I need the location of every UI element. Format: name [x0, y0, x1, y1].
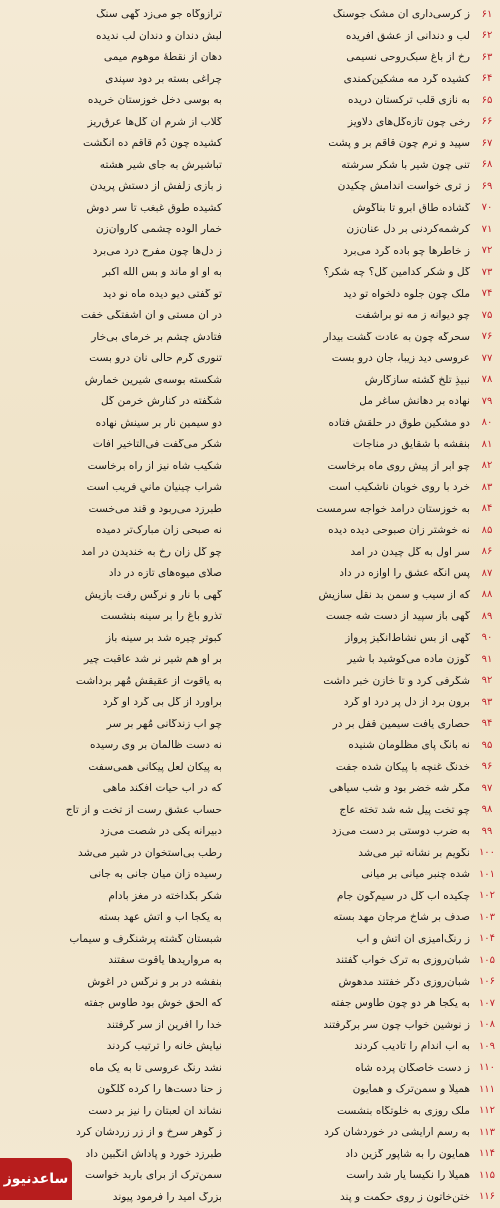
verse-first-hemistich: ز رنگ‌آمیزی آن آتش و آب: [262, 934, 474, 945]
verse-row: [0, 606, 500, 628]
verse-first-hemistich: ملک روزی به خلوتگاه بنشست: [262, 1106, 474, 1117]
verse-number: ۹۱: [474, 655, 500, 665]
verse-second-hemistich: به پیکان لعل پیکانی همی‌سفت: [22, 762, 222, 773]
verse-number: ۱۰۳: [474, 913, 500, 923]
verse-first-hemistich: گهی باز سپید از دست شه جست: [262, 611, 474, 622]
verse-second-hemistich: به او او ماند و بس الله اکبر: [22, 267, 222, 278]
verse-second-hemistich: شبستان گشته پرشنگرف و سیماب: [22, 934, 222, 945]
verse-first-hemistich: به نازی قلب ترکستان دریده: [262, 95, 474, 106]
verse-first-hemistich: ز تری خواست اندامش چکیدن: [262, 181, 474, 192]
verse-row: [0, 112, 500, 134]
verse-number: ۱۱۴: [474, 1149, 500, 1159]
verse-first-hemistich: شبان‌روزی دگر خفتند مدهوش: [262, 977, 474, 988]
verse-second-hemistich: رسیده زان میان جانی به جانی: [22, 869, 222, 880]
verse-second-hemistich: شکر می‌گفت فی‌التاخیر آفات: [22, 439, 222, 450]
verse-number: ۸۴: [474, 504, 500, 514]
verse-row: [0, 563, 500, 585]
verse-row: [0, 370, 500, 392]
verse-number: ۶۹: [474, 182, 500, 192]
verse-second-hemistich: طبرزد می‌ربود و قند می‌خست: [22, 504, 222, 515]
verse-row: [0, 219, 500, 241]
verse-number: ۷۹: [474, 397, 500, 407]
verse-number: ۸۵: [474, 526, 500, 536]
verse-first-hemistich: سپید و نرم چون قاقم بر و پشت: [262, 138, 474, 149]
verse-first-hemistich: خرد با روی خوبان ناشکیب است: [262, 482, 474, 493]
verse-second-hemistich: شکیب شاه نیز از راه برخاست: [22, 461, 222, 472]
verse-first-hemistich: پس آنگه عشق را آوازه در داد: [262, 568, 474, 579]
verse-first-hemistich: سر اول به گل چیدن در آمد: [262, 547, 474, 558]
verse-second-hemistich: بزرگ امید را فرمود پیوند: [22, 1192, 222, 1203]
verse-row: [0, 284, 500, 306]
verse-row: [0, 1015, 500, 1037]
verse-second-hemistich: خمار آلوده چشمی کاروان‌زن: [22, 224, 222, 235]
verse-number: ۸۳: [474, 483, 500, 493]
verse-second-hemistich: نه صبحی زان مبارک‌تر دمیده: [22, 525, 222, 536]
verse-second-hemistich: در آن مستی و آن آشفتگی خفت: [22, 310, 222, 321]
verse-second-hemistich: کشیده چون دُم قاقم ده انگشت: [22, 138, 222, 149]
verse-row: [0, 628, 500, 650]
verse-row: [0, 1144, 500, 1166]
verse-first-hemistich: مگر شه خضر بود و شب سیاهی: [262, 783, 474, 794]
verse-number: ۱۰۷: [474, 999, 500, 1009]
verse-second-hemistich: لبش دندان و دندان لب ندیده: [22, 31, 222, 42]
verse-number: ۶۸: [474, 160, 500, 170]
verse-row: [0, 520, 500, 542]
verse-second-hemistich: دبیرانه یکی در شصت می‌زد: [22, 826, 222, 837]
verse-number: ۸۸: [474, 590, 500, 600]
verse-first-hemistich: همیلا را نکیسا یار شد راست: [262, 1170, 474, 1181]
verse-second-hemistich: تباشیرش به جای شیر هشته: [22, 160, 222, 171]
verse-second-hemistich: شراب چینیان مانیِ فریب است: [22, 482, 222, 493]
verse-number: ۱۰۲: [474, 891, 500, 901]
verse-second-hemistich: بر او هم شیر نر شد عاقبت چیر: [22, 654, 222, 665]
verse-first-hemistich: چو دیوانه ز مه نو برآشفت: [262, 310, 474, 321]
verse-second-hemistich: گهی با نار و نرگس رفت بازیش: [22, 590, 222, 601]
verse-row: [0, 413, 500, 435]
verse-number: ۷۷: [474, 354, 500, 364]
verse-second-hemistich: بنفشه در بر و نرگس در آغوش: [22, 977, 222, 988]
verse-row: [0, 1101, 500, 1123]
verse-row: [0, 542, 500, 564]
verse-row: [0, 1036, 500, 1058]
verse-first-hemistich: کرشمه‌کردنی بر دل عنان‌زن: [262, 224, 474, 235]
verse-row: [0, 499, 500, 521]
verse-second-hemistich: صلای میوه‌های تازه در داد: [22, 568, 222, 579]
verse-first-hemistich: کشیده گرد مه مشکین‌کمندی: [262, 74, 474, 85]
verse-second-hemistich: ز گوهر سرخ و از زر زردشان کرد: [22, 1127, 222, 1138]
verse-second-hemistich: طبرزد خورد و پاداش انگبین داد: [22, 1149, 222, 1160]
verse-row: [0, 993, 500, 1015]
verse-row: [0, 348, 500, 370]
verse-row: [0, 327, 500, 349]
verse-number: ۷۶: [474, 332, 500, 342]
verse-row: [0, 1058, 500, 1080]
verse-number: ۶۱: [474, 10, 500, 20]
verse-number: ۷۰: [474, 203, 500, 213]
verse-row: [0, 198, 500, 220]
verse-number: ۷۴: [474, 289, 500, 299]
verse-second-hemistich: که در آب حیات افکند ماهی: [22, 783, 222, 794]
verse-second-hemistich: شکسته بوسه‌ی شیرین خمارش: [22, 375, 222, 386]
verse-second-hemistich: کبوتر چیره شد بر سینه باز: [22, 633, 222, 644]
verse-second-hemistich: چو آب زندگانی مُهر بر سر: [22, 719, 222, 730]
verse-row: [0, 778, 500, 800]
verse-row: [0, 950, 500, 972]
verse-row: [0, 649, 500, 671]
verse-second-hemistich: شکر بگداخته در مغز بادام: [22, 891, 222, 902]
verse-first-hemistich: به یکجا هر دو چون طاوس جفته: [262, 998, 474, 1009]
verse-second-hemistich: دو سیمین نار بر سینش نهاده: [22, 418, 222, 429]
verse-row: [0, 757, 500, 779]
verse-second-hemistich: دهان از نقطهٔ موهوم میمی: [22, 52, 222, 63]
verse-second-hemistich: کشیده طوق غبغب تا سر دوش: [22, 203, 222, 214]
verse-row: [0, 155, 500, 177]
verse-first-hemistich: همایون را به شاپور گزین داد: [262, 1149, 474, 1160]
verse-first-hemistich: سحرگه چون به عادت گشت بیدار: [262, 332, 474, 343]
verse-row: [0, 1165, 500, 1187]
verse-number: ۱۰۰: [474, 848, 500, 858]
verse-first-hemistich: نبیذِ تلخ گشته سازگارش: [262, 375, 474, 386]
verse-row: [0, 26, 500, 48]
verse-first-hemistich: به آب اندام را تادیب کردند: [262, 1041, 474, 1052]
verse-number: ۱۱۳: [474, 1128, 500, 1138]
verse-number: ۹۴: [474, 719, 500, 729]
verse-second-hemistich: ز بازی زلفش از دستش پریدن: [22, 181, 222, 192]
verse-first-hemistich: شبان‌روزی به ترک خواب گفتند: [262, 955, 474, 966]
verse-second-hemistich: تو گفتی دیو دیده ماه نو دید: [22, 289, 222, 300]
verse-number: ۶۴: [474, 74, 500, 84]
verse-number: ۷۵: [474, 311, 500, 321]
verse-first-hemistich: شده چنبر میانی بر میانی: [262, 869, 474, 880]
verse-row: [0, 800, 500, 822]
verse-row: [0, 585, 500, 607]
verse-number: ۸۰: [474, 418, 500, 428]
verse-second-hemistich: رطب بی‌استخوان در شیر می‌شد: [22, 848, 222, 859]
verse-number: ۱۱۶: [474, 1192, 500, 1202]
verse-row: [0, 1187, 500, 1208]
verse-number: ۱۱۱: [474, 1085, 500, 1095]
verse-first-hemistich: ز دست خاصگان پرده شاه: [262, 1063, 474, 1074]
verse-first-hemistich: به رسم آرایشی در خوردشان کرد: [262, 1127, 474, 1138]
verse-row: [0, 907, 500, 929]
verse-first-hemistich: به خوزستان درآمد خواجه سرمست: [262, 504, 474, 515]
verse-second-hemistich: برآورد از گل بی گرد او گرد: [22, 697, 222, 708]
verse-row: [0, 821, 500, 843]
verse-first-hemistich: برون برد از دل پر درد او گرد: [262, 697, 474, 708]
verse-number: ۱۱۵: [474, 1171, 500, 1181]
verse-row: [0, 434, 500, 456]
verse-number: ۸۲: [474, 461, 500, 471]
verse-number: ۸۱: [474, 440, 500, 450]
verse-row: [0, 456, 500, 478]
verse-row: [0, 864, 500, 886]
verse-first-hemistich: همیلا و سمن‌ترک و همایون: [262, 1084, 474, 1095]
verse-number: ۸۷: [474, 569, 500, 579]
verse-first-hemistich: ز نوشین خواب چون سر برگرفتند: [262, 1020, 474, 1031]
verse-number: ۱۱۰: [474, 1063, 500, 1073]
verse-first-hemistich: چو تخت پیل شه شد تخته عاج: [262, 805, 474, 816]
verse-row: [0, 714, 500, 736]
verse-row: [0, 843, 500, 865]
verse-second-hemistich: خدا را آفرین از سر گرفتند: [22, 1020, 222, 1031]
verse-number: ۱۰۹: [474, 1042, 500, 1052]
verse-number: ۱۰۵: [474, 956, 500, 966]
verse-number: ۹۳: [474, 698, 500, 708]
verse-row: [0, 692, 500, 714]
verse-row: [0, 929, 500, 951]
verse-second-hemistich: نشاند آن لعبتان را نیز بر دست: [22, 1106, 222, 1117]
verse-first-hemistich: گوزن ماده می‌کوشید با شیر: [262, 654, 474, 665]
verse-second-hemistich: ترازوگاه جو می‌زد گهی سنگ: [22, 9, 222, 20]
verse-number: ۸۹: [474, 612, 500, 622]
verse-first-hemistich: نه خوشتر زان صبوحی دیده دیده: [262, 525, 474, 536]
verse-number: ۹۷: [474, 784, 500, 794]
verse-second-hemistich: ز حنا دست‌ها را کرده گلگون: [22, 1084, 222, 1095]
verse-first-hemistich: حصاری یافت سیمین قفل بر در: [262, 719, 474, 730]
verse-first-hemistich: گهی از بس نشاط‌انگیز پرواز: [262, 633, 474, 644]
verse-row: [0, 735, 500, 757]
verse-number: ۱۰۱: [474, 870, 500, 880]
verse-second-hemistich: نشد رنگ عروسی تا به یک ماه: [22, 1063, 222, 1074]
verse-first-hemistich: ختن‌خاتون ز روی حکمت و پند: [262, 1192, 474, 1203]
verse-first-hemistich: رخ از باغ سبک‌روحی نسیمی: [262, 52, 474, 63]
verse-row: [0, 477, 500, 499]
verse-number: ۶۳: [474, 53, 500, 63]
verse-first-hemistich: صدف بر شاخ مرجان مهد بسته: [262, 912, 474, 923]
verse-second-hemistich: فتادش چشم بر خرمای بی‌خار: [22, 332, 222, 343]
verse-first-hemistich: رخی چون تازه‌گل‌های دلاویز: [262, 117, 474, 128]
verse-second-hemistich: گلاب از شرم آن گل‌ها عرق‌ریز: [22, 117, 222, 128]
verse-first-hemistich: لب و دندانی از عشق آفریده: [262, 31, 474, 42]
verse-second-hemistich: که الحق خوش بود طاوس جفته: [22, 998, 222, 1009]
verse-number: ۷۱: [474, 225, 500, 235]
verse-first-hemistich: نهاده بر دهانش ساغر مل: [262, 396, 474, 407]
verse-number: ۶۵: [474, 96, 500, 106]
verse-number: ۶۲: [474, 31, 500, 41]
verse-number: ۹۵: [474, 741, 500, 751]
verse-second-hemistich: ز دل‌ها چون مفرح درد می‌برد: [22, 246, 222, 257]
verse-row: [0, 886, 500, 908]
verse-row: [0, 90, 500, 112]
verse-number: ۹۹: [474, 827, 500, 837]
verse-row: [0, 47, 500, 69]
verse-row: [0, 262, 500, 284]
verse-first-hemistich: تنی چون شیر با شکر سرشته: [262, 160, 474, 171]
verse-first-hemistich: نه بانگ پای مظلومان شنیده: [262, 740, 474, 751]
verse-first-hemistich: شگرفی کرد و تا خازن خبر داشت: [262, 676, 474, 687]
verse-first-hemistich: گل و شکر کدامین گل؟ چه شکر؟: [262, 267, 474, 278]
verse-row: [0, 1079, 500, 1101]
verse-second-hemistich: شگفته در کنارش خرمن گل: [22, 396, 222, 407]
verse-first-hemistich: به ضرب دوستی بر دست می‌زد: [262, 826, 474, 837]
verse-number: ۹۲: [474, 676, 500, 686]
verse-first-hemistich: عروسی دید زیبا، جان درو بست: [262, 353, 474, 364]
verse-second-hemistich: تذرو باغ را بر سینه بنشست: [22, 611, 222, 622]
verse-first-hemistich: چکیده آب گل در سیم‌گون جام: [262, 891, 474, 902]
verse-number: ۱۰۴: [474, 934, 500, 944]
verse-second-hemistich: چراغی بسته بر دود سپندی: [22, 74, 222, 85]
verse-number: ۱۱۲: [474, 1106, 500, 1116]
verse-second-hemistich: به یاقوت از عقیقش مُهر برداشت: [22, 676, 222, 687]
verse-second-hemistich: حساب عشق رست از تخت و از تاج: [22, 805, 222, 816]
verse-row: [0, 391, 500, 413]
verse-row: [0, 133, 500, 155]
verse-row: [0, 972, 500, 994]
verse-first-hemistich: بنفشه با شقایق در مناجات: [262, 439, 474, 450]
verse-second-hemistich: به مرواریدها یاقوت سفتند: [22, 955, 222, 966]
verse-second-hemistich: چو گل زان رخ به خندیدن در آمد: [22, 547, 222, 558]
verse-first-hemistich: ز کرسی‌داری آن مشک جوسنگ: [262, 9, 474, 20]
verse-second-hemistich: نیایش خانه را ترتیب کردند: [22, 1041, 222, 1052]
verse-number: ۱۰۶: [474, 977, 500, 987]
verse-first-hemistich: چو ابر از پیش روی ماه برخاست: [262, 461, 474, 472]
verse-row: [0, 1122, 500, 1144]
verse-row: [0, 69, 500, 91]
verse-second-hemistich: سمن‌ترک از برای باربد خواست: [22, 1170, 222, 1181]
verse-second-hemistich: به بوسی دخل خوزستان خریده: [22, 95, 222, 106]
verse-number: ۷۲: [474, 246, 500, 256]
verse-number: ۶۶: [474, 117, 500, 127]
verse-row: [0, 305, 500, 327]
verse-first-hemistich: نگویم بر نشانه تیر می‌شد: [262, 848, 474, 859]
verse-number: ۹۰: [474, 633, 500, 643]
site-logo[interactable]: ساعدنیوز: [0, 1158, 72, 1200]
verse-row: [0, 4, 500, 26]
verse-number: ۷۸: [474, 375, 500, 385]
verse-second-hemistich: به یکجا آب و آتش عهد بسته: [22, 912, 222, 923]
verse-first-hemistich: دو مشکین طوق در حلقش فتاده: [262, 418, 474, 429]
verse-row: [0, 671, 500, 693]
verse-number: ۹۸: [474, 805, 500, 815]
verse-first-hemistich: گشاده طاق ابرو تا بناگوش: [262, 203, 474, 214]
verse-second-hemistich: تنوری گرم حالی نان درو بست: [22, 353, 222, 364]
verse-number: ۶۷: [474, 139, 500, 149]
verse-second-hemistich: نه دست ظالمان بر وی رسیده: [22, 740, 222, 751]
verse-first-hemistich: ملک چون جلوه دلخواه تو دید: [262, 289, 474, 300]
verse-row: [0, 241, 500, 263]
verse-first-hemistich: ز خاطرها چو باده گرد می‌برد: [262, 246, 474, 257]
verse-first-hemistich: خدنگ غنچه با پیکان شده جفت: [262, 762, 474, 773]
verse-number: ۱۰۸: [474, 1020, 500, 1030]
verse-row: [0, 176, 500, 198]
verse-number: ۸۶: [474, 547, 500, 557]
verse-number: ۷۳: [474, 268, 500, 278]
verse-number: ۹۶: [474, 762, 500, 772]
verse-first-hemistich: که از سیب و سمن بد نقل سازیش: [262, 590, 474, 601]
